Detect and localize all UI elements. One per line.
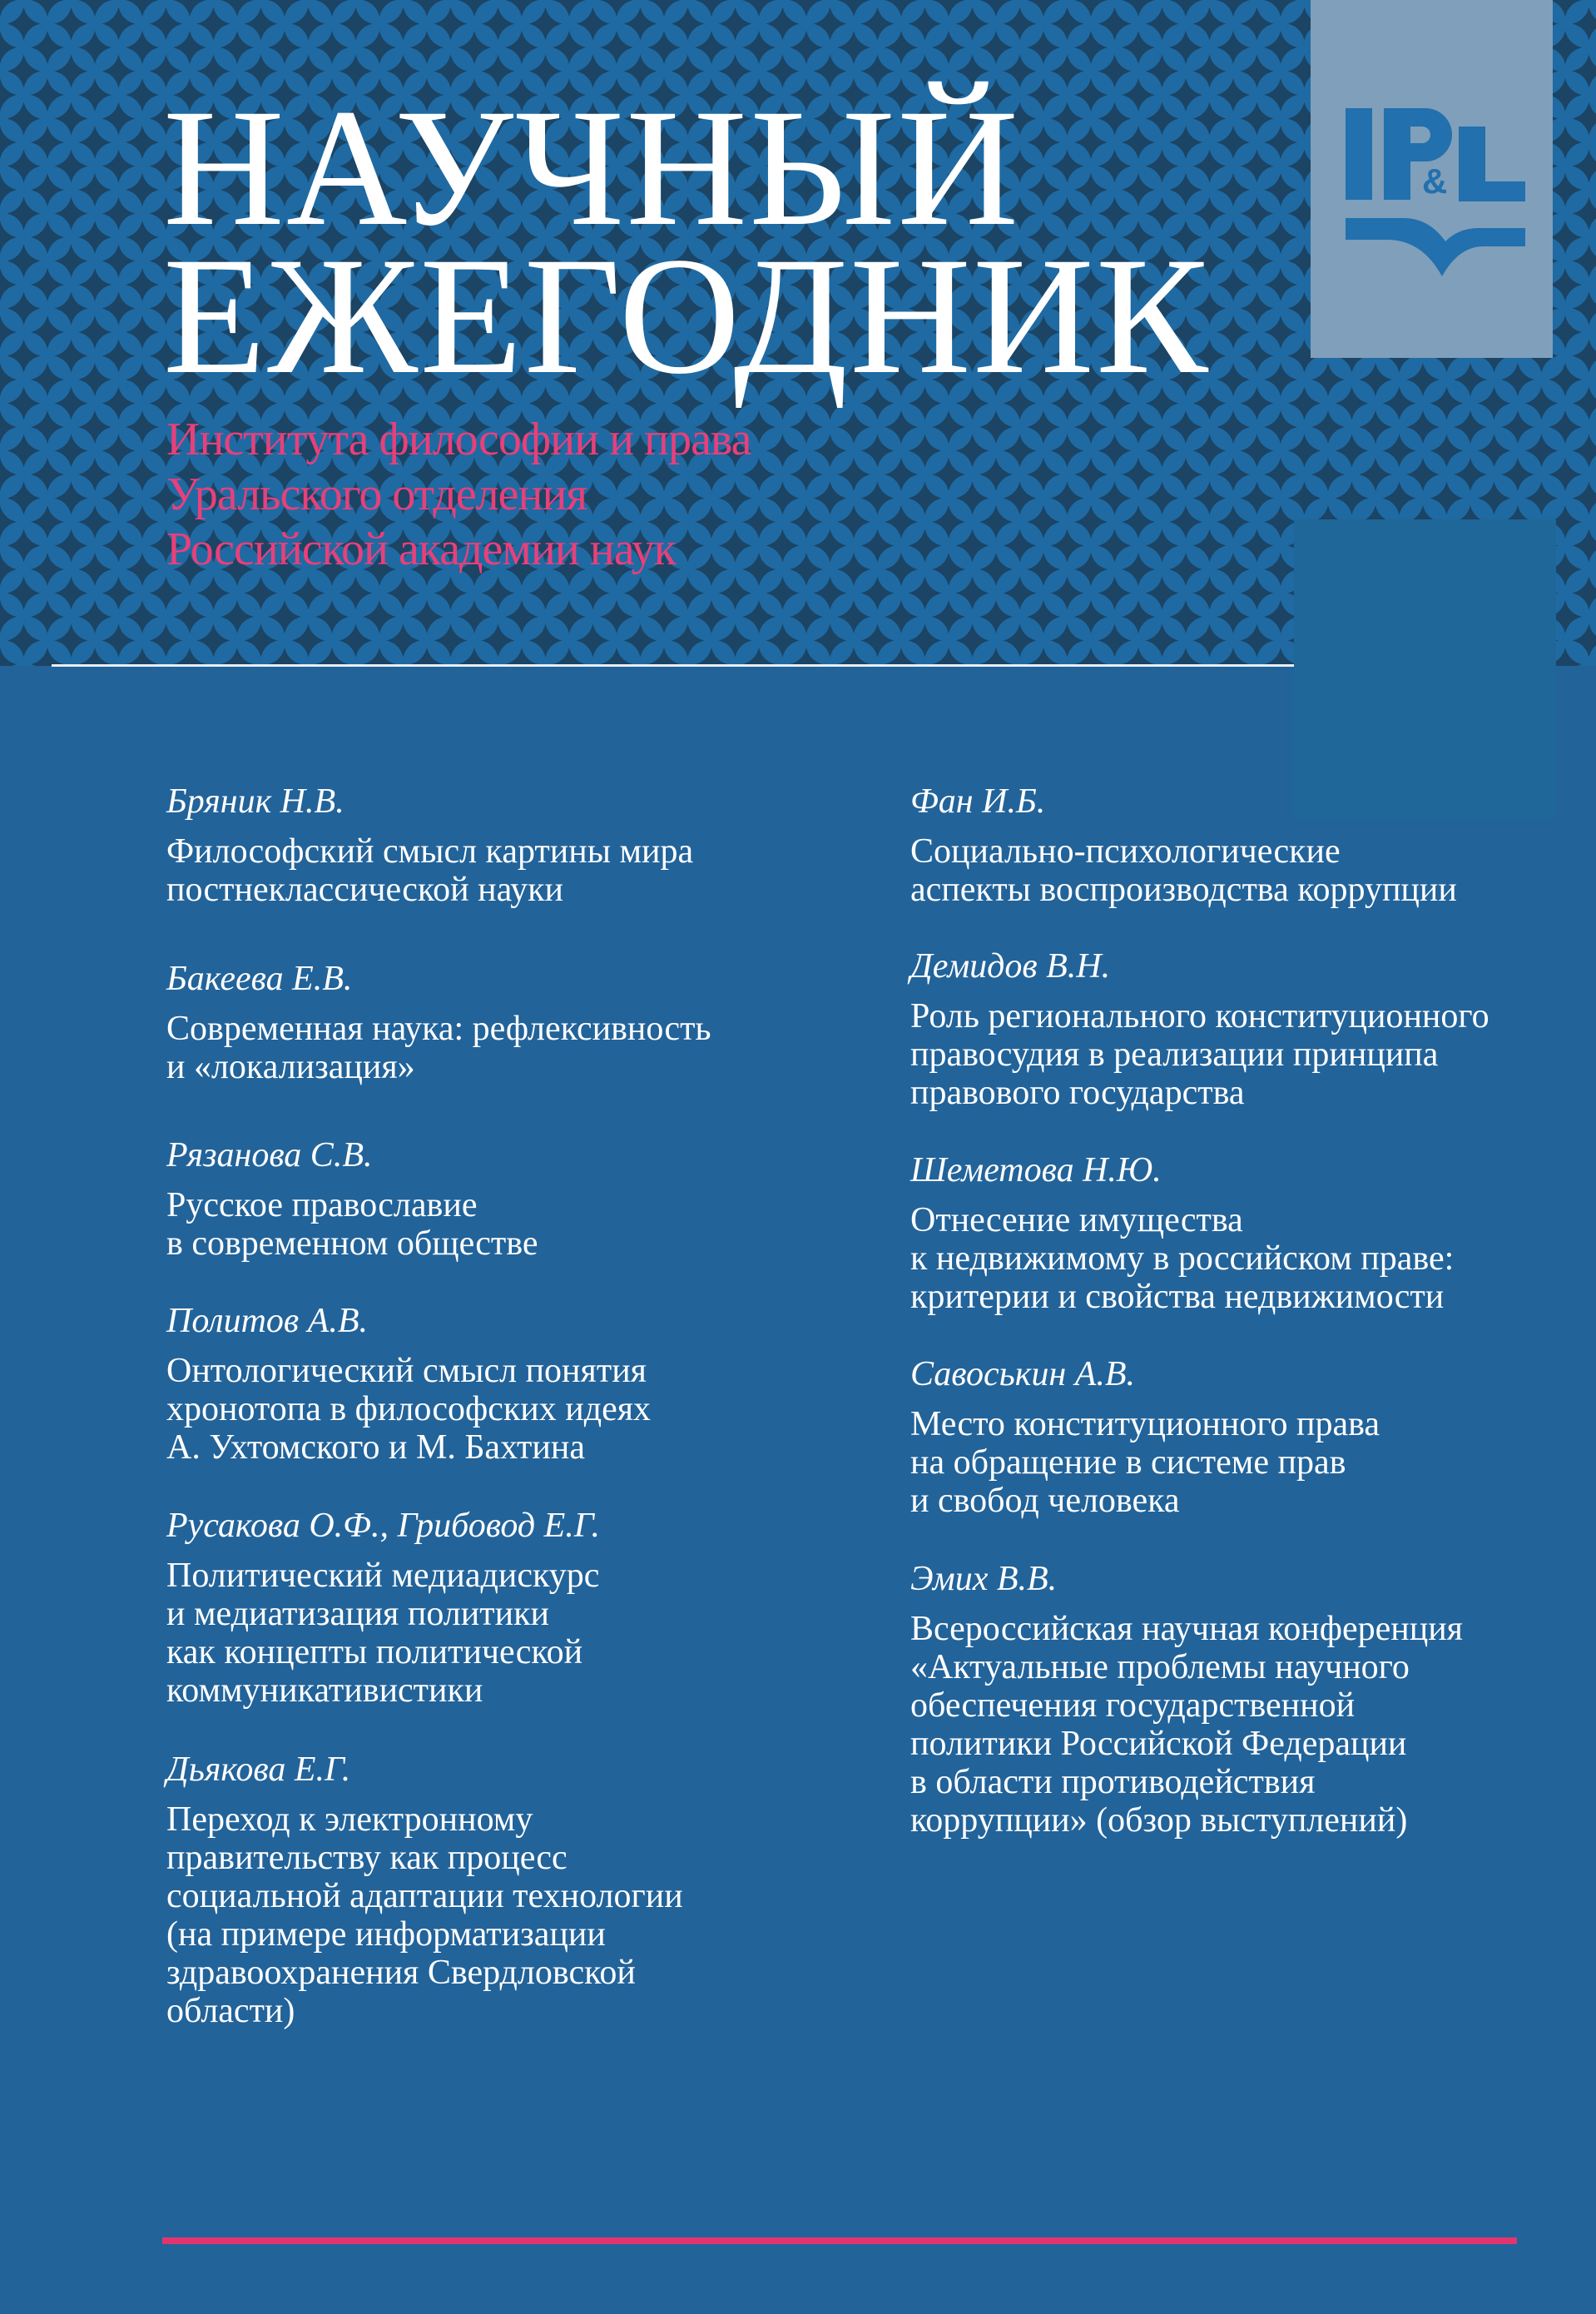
entry-title: Русское православие в современном обществе bbox=[166, 1186, 538, 1263]
contents-entry bbox=[910, 1355, 1380, 1520]
entry-author: Бакеева Е.В. bbox=[166, 960, 353, 998]
journal-title-line-1: НАУЧНЫЙ bbox=[163, 74, 1021, 261]
entry-title: Социально-психологические аспекты воспроизводства коррупции bbox=[910, 832, 1457, 909]
contents-entry bbox=[910, 1560, 1463, 1840]
journal-title-line-2: ЕЖЕГОДНИК bbox=[163, 222, 1210, 409]
entry-title: Переход к электронному правительству как процесс социальной адаптации технологии (на примере информатизации здравоохранения Свердловской области) bbox=[166, 1800, 683, 2030]
entry-title: Онтологический смысл понятия хронотопа в философских идеях А. Ухтомского и М. Бахтина bbox=[166, 1352, 652, 1467]
contents-entry bbox=[166, 782, 693, 909]
entry-title: Место конституционного права на обращение в системе прав и свобод человека bbox=[910, 1405, 1380, 1520]
entry-title: Всероссийская научная конференция «Актуальные проблемы научного обеспечения государственной политики Российской Федерации в области противодействия коррупции» (обзор выступлений) bbox=[910, 1610, 1464, 1840]
contents-entry bbox=[166, 1302, 651, 1467]
entry-author: Политов А.В. bbox=[166, 1302, 368, 1340]
entry-title: Современная наука: рефлексивность и «локализация» bbox=[166, 1010, 711, 1086]
ipl-logo bbox=[1311, 0, 1553, 358]
subtitle-line-3: Российской академии наук bbox=[166, 524, 676, 575]
subtitle-line-2: Уральского отделения bbox=[166, 469, 587, 520]
contents-entry bbox=[166, 1136, 538, 1263]
publisher-logo-box bbox=[1311, 0, 1553, 358]
contents-entry bbox=[910, 1151, 1454, 1316]
subtitle-line-1: Института философии и права bbox=[166, 414, 751, 465]
contents-entry bbox=[166, 1507, 600, 1710]
cover-blank-panel bbox=[1294, 519, 1556, 819]
entry-title: Отнесение имущества к недвижимому в российском праве: критерии и свойства недвижимости bbox=[910, 1201, 1455, 1316]
entry-author: Рязанова С.В. bbox=[166, 1136, 373, 1174]
entry-author: Шеметова Н.Ю. bbox=[910, 1151, 1162, 1189]
divider-line bbox=[52, 664, 1294, 667]
entry-author: Демидов В.Н. bbox=[910, 947, 1111, 986]
svg-text:&: & bbox=[1422, 161, 1448, 201]
contents-entry bbox=[910, 782, 1457, 909]
entry-title: Философский смысл картины мира постнеклассической науки bbox=[166, 832, 694, 909]
contents-entry bbox=[166, 960, 711, 1086]
entry-title: Роль регионального конституционного правосудия в реализации принципа правового государства bbox=[910, 997, 1489, 1112]
entry-author: Фан И.Б. bbox=[910, 782, 1046, 821]
entry-author: Русакова О.Ф., Грибовод Е.Г. bbox=[166, 1507, 601, 1545]
entry-author: Эмих В.В. bbox=[910, 1560, 1058, 1598]
contents-entry bbox=[166, 1750, 683, 2030]
entry-title: Политический медиадискурс и медиатизация политики как концепты политической коммуникативистики bbox=[166, 1557, 600, 1710]
accent-line bbox=[162, 2237, 1517, 2244]
entry-author: Савоськин А.В. bbox=[910, 1355, 1136, 1393]
contents-entry bbox=[910, 947, 1489, 1112]
entry-author: Дьякова Е.Г. bbox=[166, 1750, 351, 1789]
entry-author: Бряник Н.В. bbox=[166, 782, 344, 821]
